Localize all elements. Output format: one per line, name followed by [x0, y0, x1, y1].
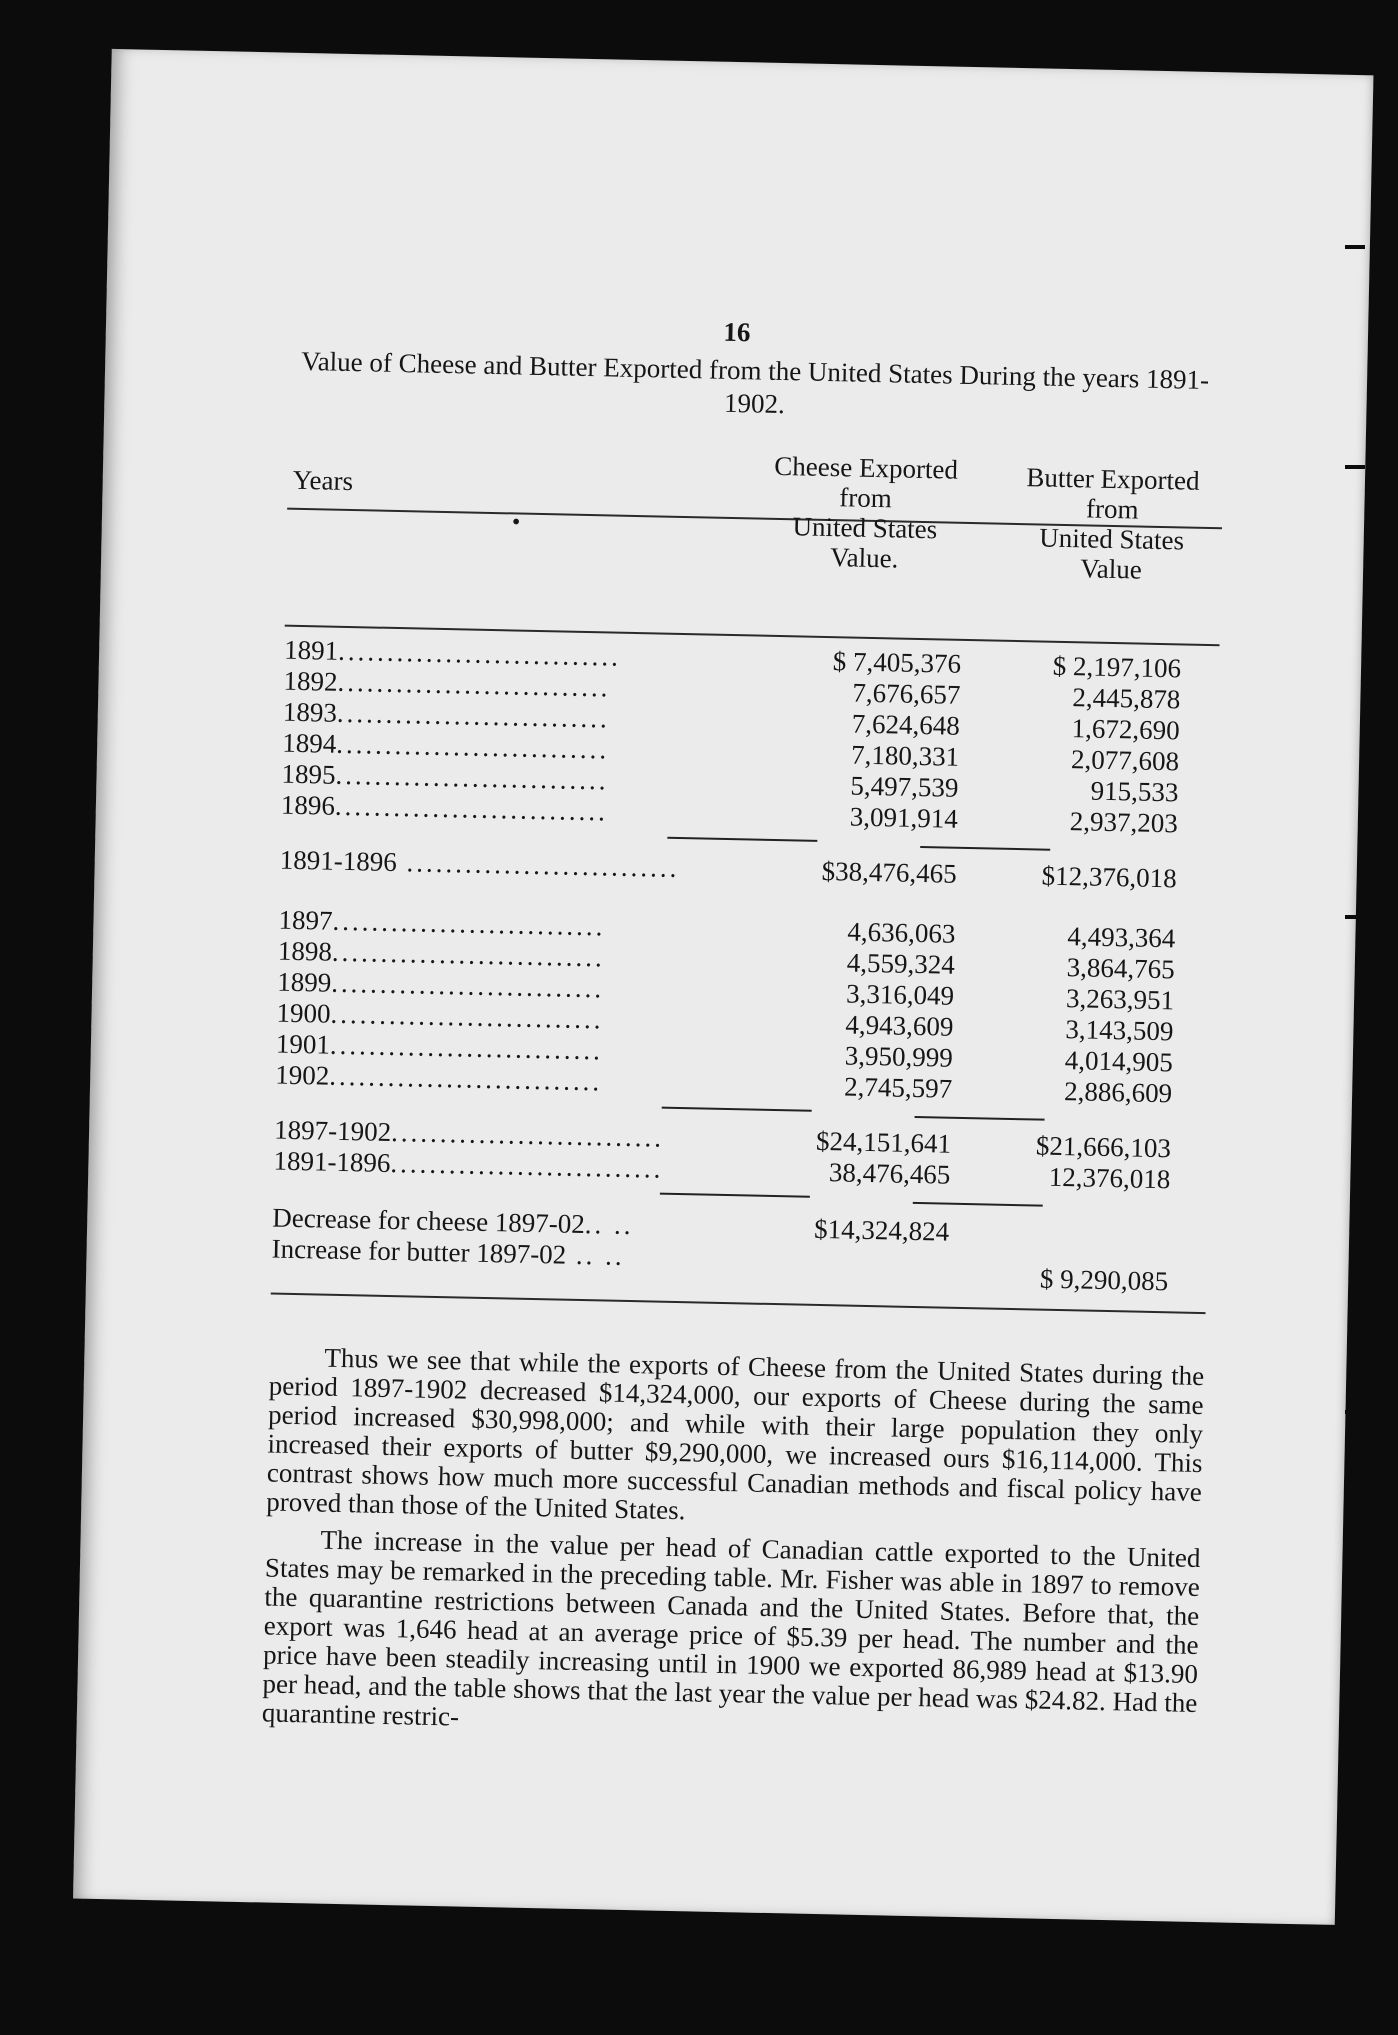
- dot-leader: ............................: [330, 998, 604, 1035]
- butter-value: 3,143,509: [1065, 1014, 1174, 1047]
- row-year: 1894: [281, 727, 337, 759]
- dot-leader: ............................: [335, 728, 610, 765]
- dot-leader: ............................: [335, 759, 609, 796]
- row-year: 1898: [277, 935, 333, 967]
- butter-value: 4,014,905: [1064, 1045, 1174, 1078]
- row-year: 1892: [283, 665, 338, 697]
- cheese-total-rule: [660, 1193, 810, 1198]
- row-year: 1900: [276, 997, 331, 1029]
- cheese-value: $ 7,405,376: [832, 646, 962, 679]
- cheese-subtotal-rule: [667, 837, 817, 842]
- butter-value: 2,886,609: [1063, 1076, 1173, 1109]
- dot-leader: ............................: [337, 666, 611, 703]
- row-year: 1897: [278, 904, 333, 936]
- paragraph: The increase in the value per head of Canadian cattle exported to the United States may be remarked in the preceding table. Mr. Fisher was able in 1897 to remove the quarantine restrictions between Canada and the United States. Before that, the export was 1,646 head at an average price of $5.39 per head. The number and the price have been steadily increasing until in 1900 we exported 86,989 head at $13.90 per head, and the table shows that the last year the value per head was $24.82. Had the quarantine restric-: [261, 1524, 1201, 1732]
- cheese-value: $24,151,641: [815, 1125, 952, 1159]
- cheese-value: 4,636,063: [847, 916, 956, 949]
- row-year: 1891-1896: [273, 1145, 391, 1178]
- cheese-header-line: from: [838, 482, 893, 514]
- dot-leader: ............................: [331, 936, 606, 973]
- cheese-subtotal-rule: [662, 1107, 812, 1112]
- row-year: 1899: [276, 966, 332, 998]
- decrease-value: $14,324,824: [813, 1213, 950, 1247]
- cheese-value: $38,476,465: [821, 855, 957, 889]
- butter-value: $21,666,103: [1035, 1130, 1172, 1164]
- dot-leader: ............................: [396, 847, 680, 883]
- butter-total-rule: [913, 1202, 1043, 1207]
- paragraph: Thus we see that while the exports of Cheese from the United States during the period 1897-1902 decreased $14,324,000, our exports of Cheese during the same period increased $30,998,000; and while with their large population they only increased their exports of butter $9,290,000, we increased ours $16,114,000. This contrast shows how much more successful Canadian methods and fiscal policy have proved than those of the United States.: [266, 1342, 1205, 1526]
- dot-leader: ............................: [330, 967, 605, 1004]
- dot-leader: ............................: [390, 1147, 664, 1184]
- butter-value: 3,864,765: [1066, 952, 1176, 985]
- column-header-cheese: [729, 450, 1001, 576]
- cheese-value: 4,943,609: [845, 1009, 954, 1042]
- cheese-value: 2,745,597: [843, 1071, 953, 1104]
- decrease-label: Decrease for cheese 1897-02: [272, 1202, 586, 1240]
- cheese-header-line: United States: [792, 511, 938, 545]
- dot-leader: ............................: [390, 1116, 665, 1153]
- edge-tab-mark: [1345, 245, 1365, 249]
- dot-leader: .............................: [337, 635, 622, 672]
- dot-leader: ............................: [328, 1060, 603, 1097]
- subtotal-row: [279, 845, 1214, 896]
- row-year: 1895: [281, 758, 336, 790]
- butter-value: 2,445,878: [1072, 682, 1181, 715]
- increase-label: Increase for butter 1897-02: [271, 1233, 567, 1270]
- butter-header-line: Butter Exported: [1026, 462, 1200, 496]
- butter-header-line: United States: [1039, 522, 1185, 556]
- scanned-page: [73, 49, 1373, 1925]
- row-year: 1891: [283, 634, 339, 666]
- edge-tab-mark: [1345, 915, 1365, 919]
- increase-value: $ 9,290,085: [1039, 1263, 1169, 1297]
- dot-leader: .. ..: [584, 1209, 634, 1241]
- page-title: Value of Cheese and Butter Exported from the United States During the years 1891-1902.: [300, 345, 1210, 420]
- butter-value: 2,937,203: [1069, 806, 1179, 839]
- body-text: [261, 1342, 1204, 1754]
- page-number: 16: [723, 316, 751, 348]
- row-year: 1901: [275, 1028, 331, 1060]
- row-year: 1902: [275, 1059, 330, 1091]
- cheese-value: 5,497,539: [850, 770, 959, 803]
- cheese-value: 38,476,465: [828, 1157, 951, 1190]
- cheese-value: 3,091,914: [849, 801, 959, 834]
- butter-value: $12,376,018: [1041, 860, 1177, 894]
- butter-value: $ 2,197,106: [1052, 650, 1182, 684]
- row-year: 1891-1896: [279, 844, 398, 878]
- cheese-value: 3,950,999: [844, 1040, 954, 1073]
- cheese-header-line: Cheese Exported: [774, 450, 959, 485]
- butter-value: 915,533: [1090, 775, 1179, 808]
- cheese-value: 7,624,648: [851, 708, 961, 741]
- edge-tab-mark: [1345, 1410, 1365, 1414]
- row-year: 1896: [280, 789, 336, 821]
- dot-leader: ............................: [332, 905, 606, 942]
- column-header-years: Years: [292, 464, 354, 497]
- column-header-butter: [991, 461, 1233, 586]
- butter-subtotal-rule: [920, 846, 1050, 851]
- butter-subtotal-rule: [915, 1116, 1045, 1121]
- butter-value: 1,672,690: [1071, 713, 1181, 746]
- cheese-value: 7,180,331: [850, 739, 960, 772]
- butter-header-line: Value: [1080, 553, 1143, 585]
- butter-value: 2,077,608: [1070, 744, 1180, 777]
- cheese-value: 4,559,324: [846, 947, 956, 980]
- table-bottom-rule: [271, 1293, 1206, 1315]
- butter-value: 4,493,364: [1067, 921, 1176, 954]
- dot-leader: ............................: [334, 790, 609, 827]
- butter-value: 3,263,951: [1065, 983, 1175, 1016]
- butter-value: 12,376,018: [1048, 1161, 1171, 1195]
- row-year: 1897-1902: [273, 1114, 392, 1147]
- cheese-value: 3,316,049: [845, 978, 955, 1011]
- dot-leader: ............................: [329, 1029, 604, 1066]
- dot-leader: ............................: [336, 697, 611, 734]
- row-year: 1893: [282, 696, 338, 728]
- dot-leader: .. ..: [565, 1239, 626, 1271]
- butter-header-line: from: [1085, 493, 1139, 525]
- cheese-value: 7,676,657: [852, 677, 961, 710]
- cheese-header-line: Value.: [829, 542, 899, 574]
- print-speck: •: [511, 509, 521, 536]
- edge-tab-mark: [1345, 465, 1365, 469]
